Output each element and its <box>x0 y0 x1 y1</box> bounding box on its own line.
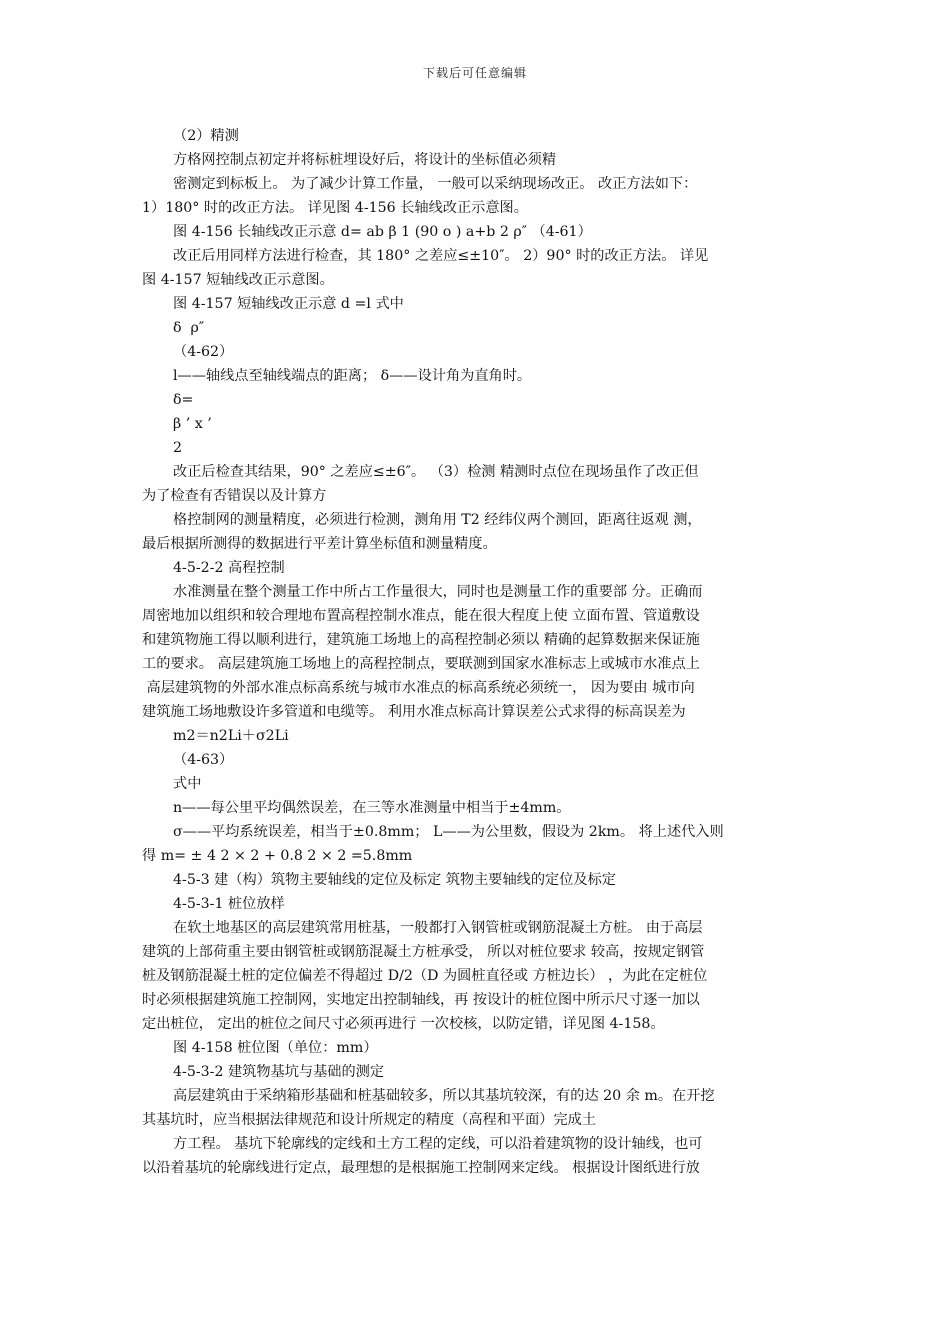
text-line: 格控制网的测量精度，必须进行检测，测角用 T2 经纬仪两个测回，距离往返观 测， <box>173 512 702 528</box>
text-line: 为了检查有否错误以及计算方 <box>142 488 327 504</box>
text-line: n——每公里平均偶然误差，在三等水准测量中相当于±4mm。 <box>173 800 571 816</box>
document-body <box>142 124 810 1180</box>
text-line: 在软土地基区的高层建筑常用桩基，一般都打入钢管桩或钢筋混凝土方桩。 由于高层 <box>173 920 703 936</box>
text-line: 和建筑物施工得以顺利进行，建筑施工场地上的高程控制必须以 精确的起算数据来保证施 <box>142 632 700 648</box>
text-line: 4-5-2-2 高程控制 <box>173 560 285 576</box>
text-line: 4-5-3-2 建筑物基坑与基础的测定 <box>173 1064 385 1080</box>
text-line: 方工程。 基坑下轮廓线的定线和土方工程的定线，可以沿着建筑物的设计轴线，也可 <box>173 1136 703 1152</box>
text-line: 式中 <box>173 776 202 792</box>
page-header: 下载后可任意编辑 <box>422 66 527 80</box>
text-line: 图 4-157 短轴线改正示意图。 <box>142 272 334 288</box>
text-line: 高层建筑物的外部水准点标高系统与城市水准点的标高系统必须统一， 因为要由 城市向 <box>142 680 695 696</box>
text-line: 最后根据所测得的数据进行平差计算坐标值和测量精度。 <box>142 536 497 552</box>
text-line: 方格网控制点初定并将标桩埋设好后，将设计的坐标值必须精 <box>173 152 557 168</box>
text-line: 建筑的上部荷重主要由钢管桩或钢筋混凝土方桩承受， 所以对桩位要求 较高，按规定钢管 <box>142 944 705 960</box>
text-line: 4-5-3 建（构）筑物主要轴线的定位及标定 筑物主要轴线的定位及标定 <box>173 872 616 888</box>
text-line: （4-63） <box>173 752 234 768</box>
text-line: 1）180° 时的改正方法。 详见图 4-156 长轴线改正示意图。 <box>142 200 528 216</box>
text-line: δ= <box>173 392 194 408</box>
text-line: 4-5-3-1 桩位放样 <box>173 896 285 912</box>
text-line: β ’ x ’ <box>173 416 212 432</box>
text-line: 桩及钢筋混凝土桩的定位偏差不得超过 D/2（D 为圆桩直径或 方桩边长） ，为此在定桩位 <box>142 968 708 984</box>
text-line: 周密地加以组织和较合理地布置高程控制水准点，能在很大程度上使 立面布置、管道敷设 <box>142 608 700 624</box>
text-line: 改正后用同样方法进行检查，其 180° 之差应≤±10″。 2）90° 时的改正方法。 详见 <box>173 248 709 264</box>
text-line: 水准测量在整个测量工作中所占工作量很大，同时也是测量工作的重要部 分。正确而 <box>173 584 703 600</box>
text-line: 密测定到标板上。 为了减少计算工作量， 一般可以采纳现场改正。 改正方法如下： <box>173 176 698 192</box>
text-line: 得 m= ± 4 2 × 2 + 0.8 2 × 2 =5.8mm <box>142 848 413 864</box>
text-line: σ——平均系统误差，相当于±0.8mm； L——为公里数，假设为 2km。 将上述代入则 <box>173 824 724 840</box>
text-line: l——轴线点至轴线端点的距离； δ——设计角为直角时。 <box>173 368 532 384</box>
text-line: 图 4-158 桩位图（单位：mm） <box>173 1040 378 1056</box>
text-line: 时必须根据建筑施工控制网，实地定出控制轴线，再 按设计的桩位图中所示尺寸逐一加以 <box>142 992 700 1008</box>
text-line: （2）精测 <box>173 128 239 144</box>
text-line: 图 4-156 长轴线改正示意 d= ab β 1 (90 o ) a+b 2 ρ″ （4-61） <box>173 224 592 240</box>
text-line: 工的要求。 高层建筑施工场地上的高程控制点，要联测到国家水准标志上或城市水准点上 <box>142 656 700 672</box>
text-line: （4-62） <box>173 344 234 360</box>
text-line: m2＝n2Li＋σ2Li <box>173 728 289 744</box>
text-line: δ ρ″ <box>173 320 205 336</box>
text-line: 其基坑时，应当根据法律规范和设计所规定的精度（高程和平面）完成土 <box>142 1112 597 1128</box>
text-line: 图 4-157 短轴线改正示意 d =l 式中 <box>173 296 404 312</box>
text-line: 2 <box>173 440 183 456</box>
text-line: 建筑施工场地敷设许多管道和电缆等。 利用水准点标高计算误差公式求得的标高误差为 <box>142 704 686 720</box>
text-line: 以沿着基坑的轮廓线进行定点，最理想的是根据施工控制网来定线。 根据设计图纸进行放 <box>142 1160 700 1176</box>
text-line: 定出桩位， 定出的桩位之间尺寸必须再进行 一次校核，以防定错，详见图 4-158。 <box>142 1016 665 1032</box>
text-line: 改正后检查其结果，90° 之差应≤±6″。 （3）检测 精测时点位在现场虽作了改正但 <box>173 464 699 480</box>
text-line: 高层建筑由于采纳箱形基础和桩基础较多，所以其基坑较深，有的达 20 余 m。在开挖 <box>173 1088 715 1104</box>
